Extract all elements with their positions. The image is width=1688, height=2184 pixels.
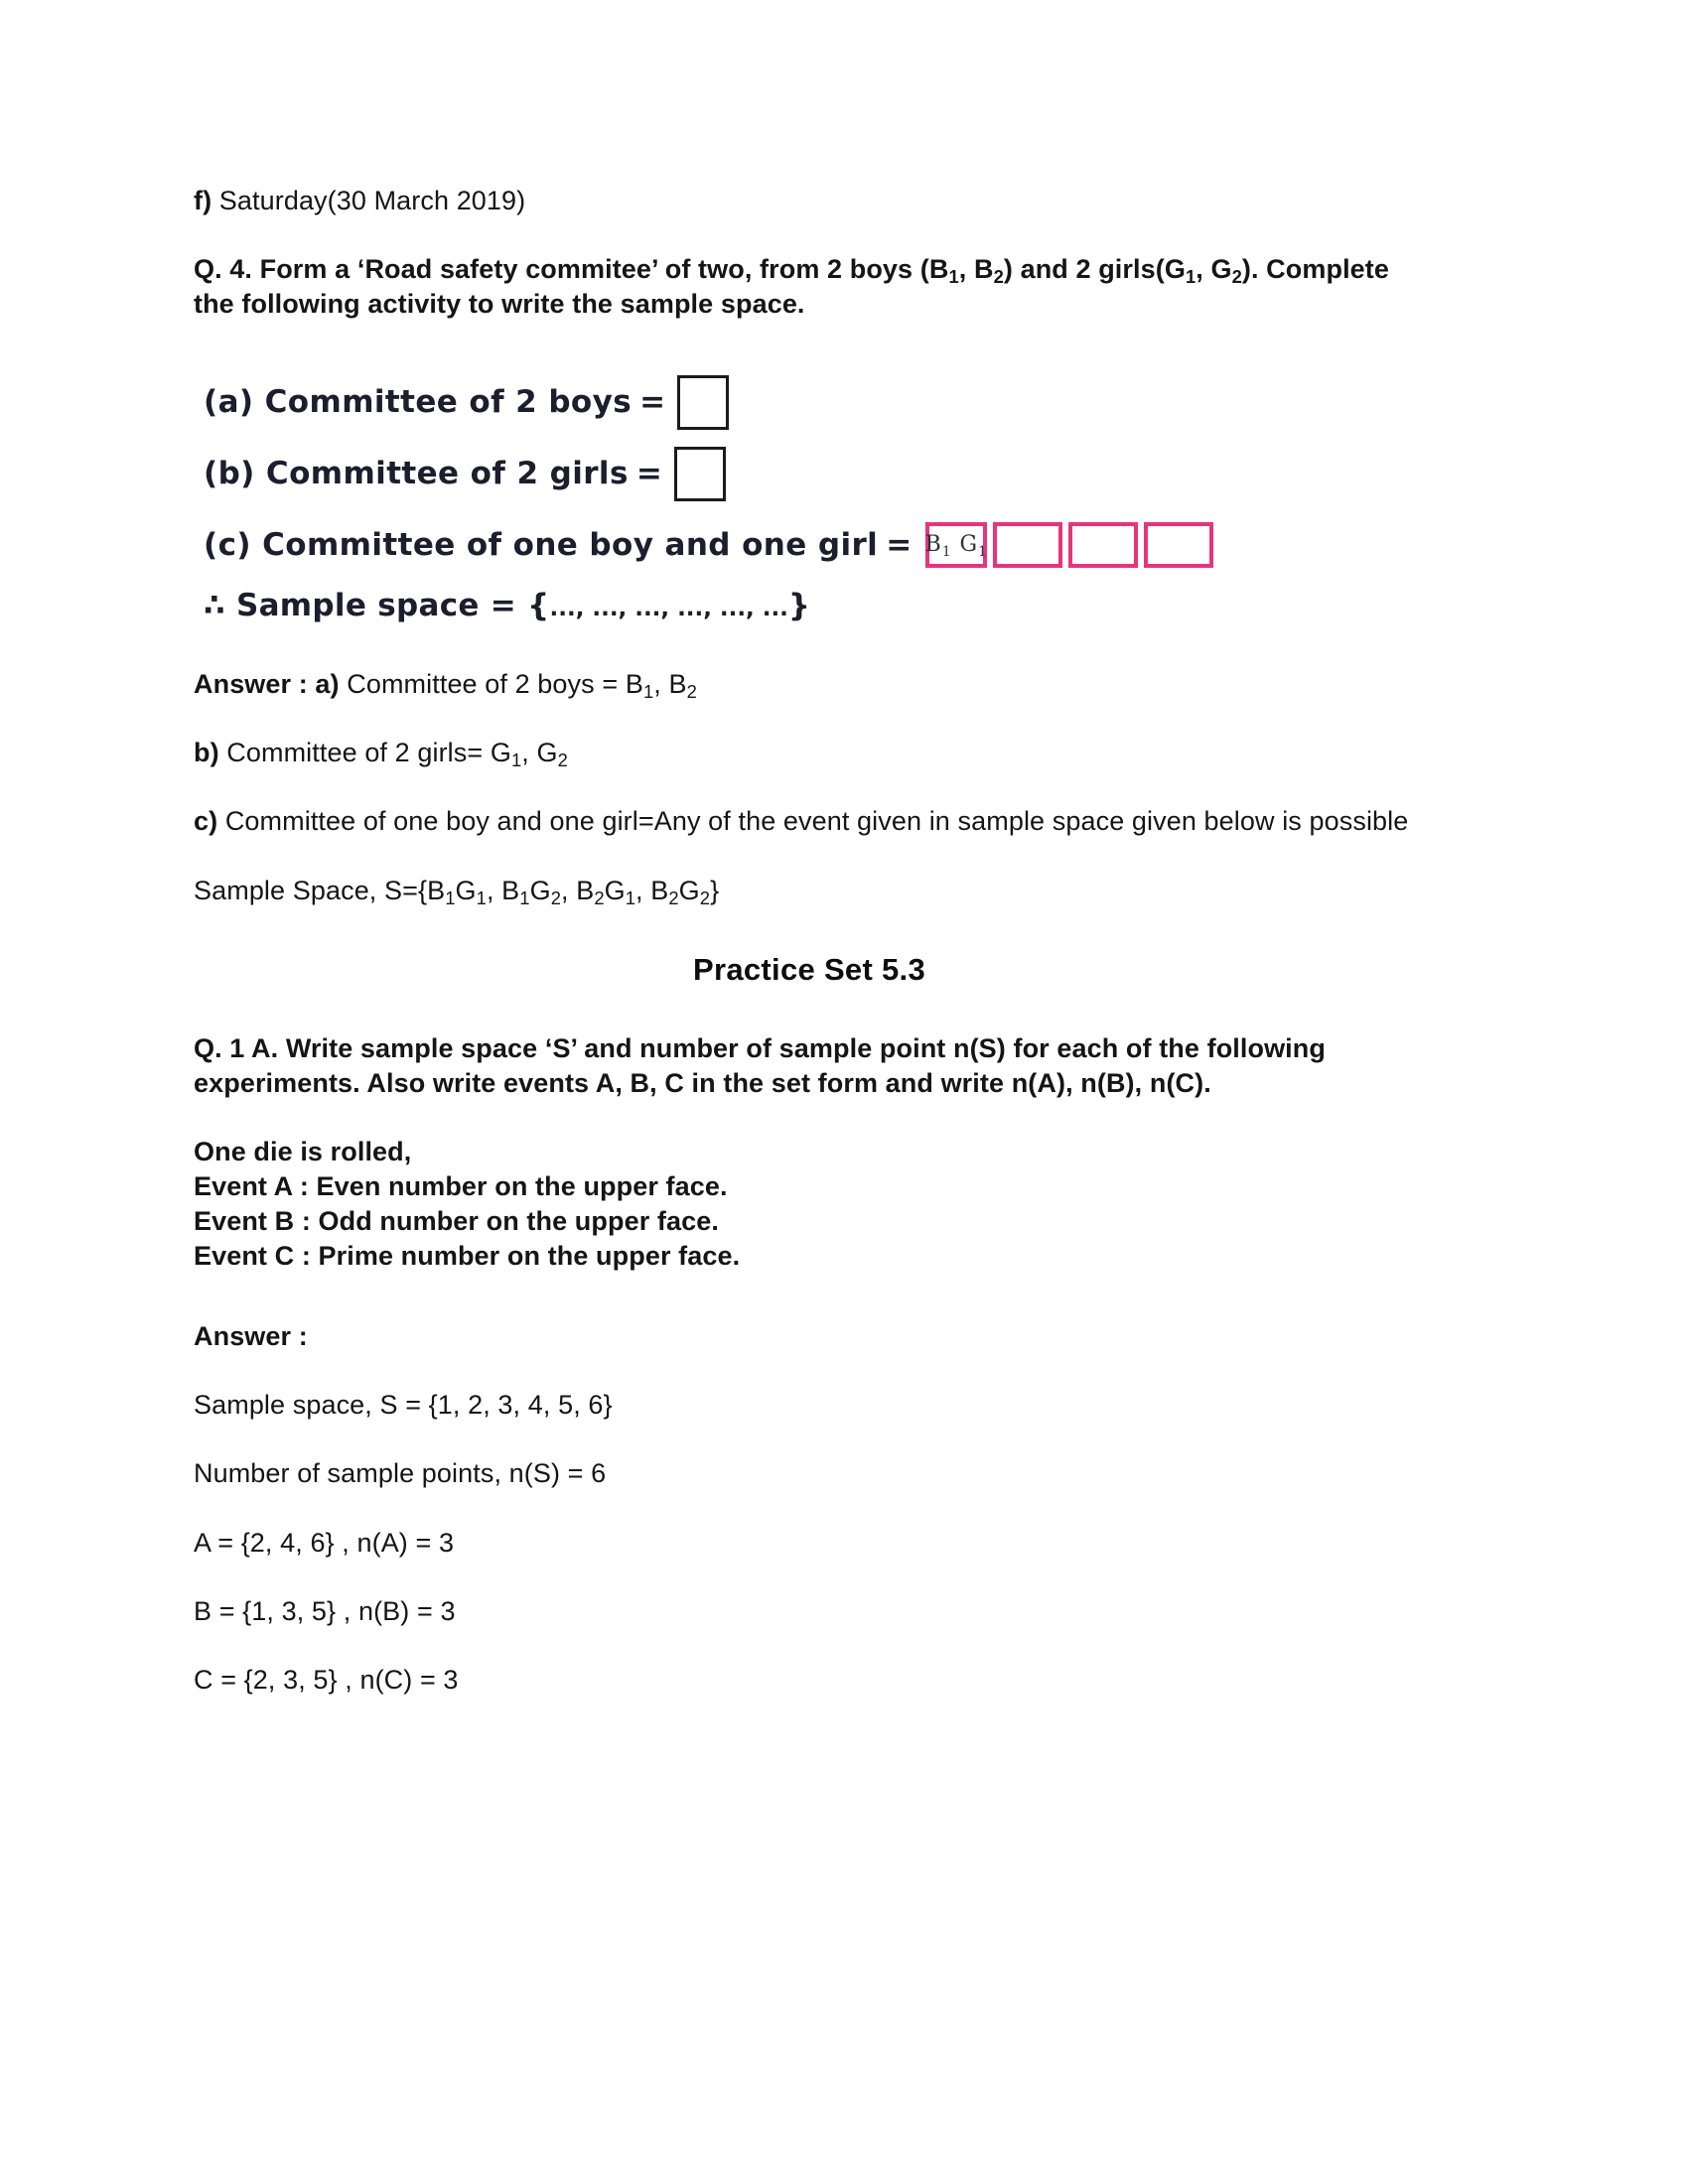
- activity-row-a: [204, 373, 1425, 431]
- answer-f-text: Saturday(30 March 2019): [211, 186, 526, 215]
- ss-t6: , B: [635, 875, 669, 905]
- activity-sample-space-line: [204, 588, 1425, 623]
- answer-q4-c-label: c): [194, 806, 218, 837]
- ss-sub-8: 2: [699, 887, 711, 908]
- activity-label-c: (c) Committee of one boy and one girl: [204, 527, 879, 564]
- answer-q4-sample-space: [194, 874, 1425, 908]
- pink-answer-box-3[interactable]: [1068, 522, 1138, 568]
- activity-row-b: [204, 445, 1425, 502]
- pink-box-1-value: $B_1$ $G_1$: [924, 532, 988, 561]
- activity-row-c: [204, 516, 1425, 574]
- answer-q4-b: [194, 736, 1425, 770]
- answer-q4-a: [194, 667, 1425, 702]
- q1a-answer-line-4: C = {2, 3, 5} , n(C) = 3: [194, 1664, 459, 1695]
- pink-answer-box-4[interactable]: [1144, 522, 1213, 568]
- ss-t2: , B: [486, 875, 520, 905]
- q4-part-6: ). Complete the following activity to write the sample space.: [194, 254, 1390, 320]
- ss-t1: G: [455, 875, 477, 905]
- answer-q4-a-text-1: Committee of 2 boys = B: [339, 669, 643, 700]
- activity-block: [204, 373, 1425, 623]
- spacer: [194, 1274, 1425, 1286]
- ss-t5: G: [604, 875, 626, 905]
- sample-space-suffix: }: [787, 588, 811, 624]
- pink-answer-box-1[interactable]: [925, 522, 987, 568]
- answer-f-line: [194, 184, 1425, 218]
- answer-box-b[interactable]: [674, 447, 726, 501]
- document-content: [194, 184, 1425, 1731]
- q1a-answer-line-2: A = {2, 4, 6} , n(A) = 3: [194, 1527, 455, 1558]
- equals-sign-b: =: [635, 456, 662, 492]
- ss-t8: }: [710, 875, 720, 905]
- q4-sub-4: 2: [1231, 265, 1242, 287]
- ss-t7: G: [678, 875, 700, 905]
- answer-q4-c: [194, 804, 1425, 839]
- answer-q4-a-label: Answer : a): [194, 669, 340, 700]
- pink-answer-box-2[interactable]: [993, 522, 1062, 568]
- answer-f-marker: f): [194, 186, 212, 215]
- equals-sign-c: =: [886, 527, 913, 564]
- sample-space-prefix: ∴ Sample space = {: [204, 588, 550, 624]
- pink-box-1-sub-2: 1: [978, 544, 988, 561]
- q4-sub-3: 1: [1185, 265, 1196, 287]
- answer-q4-b-label: b): [194, 738, 219, 768]
- answer-q4-a-sub-2: 2: [686, 681, 697, 703]
- ss-sub-6: 1: [625, 887, 636, 908]
- answer-label-q1a: Answer :: [194, 1321, 308, 1352]
- ss-t4: , B: [561, 875, 595, 905]
- pink-box-1-sub-1: 1: [941, 544, 952, 561]
- ss-sub-4: 2: [550, 887, 561, 908]
- activity-label-b: (b) Committee of 2 girls: [204, 456, 629, 492]
- experiment-block: [194, 1135, 1425, 1274]
- answer-q4-a-sub-1: 1: [642, 681, 654, 703]
- equals-sign-a: =: [639, 384, 666, 421]
- q4-sub-1: 1: [948, 265, 959, 287]
- ss-t3: G: [529, 875, 551, 905]
- q1a-answer-line-3: B = {1, 3, 5} , n(B) = 3: [194, 1595, 456, 1626]
- ss-sub-3: 1: [519, 887, 530, 908]
- q4-part-1: Q. 4. Form a ‘Road safety commitee’ of two, from 2 boys (B: [194, 254, 949, 285]
- ss-sub-7: 2: [668, 887, 679, 908]
- q4-part-2: , B: [958, 254, 994, 285]
- q1a-answer-line-0: Sample space, S = {1, 2, 3, 4, 5, 6}: [194, 1390, 613, 1421]
- question-4-text: [194, 252, 1425, 322]
- ss-sub-5: 2: [594, 887, 605, 908]
- answer-q4-a-text-2: , B: [653, 669, 687, 700]
- question-1a-text: Q. 1 A. Write sample space ‘S’ and number of sample point n(S) for each of the following experiments. Also write events A, B, C in the set form and write n(A), n(B), n(C).: [194, 1032, 1326, 1098]
- q4-part-4: ,: [1196, 254, 1203, 285]
- q4-part-3: ) and 2 girls(G: [1003, 254, 1186, 285]
- answer-box-a[interactable]: [677, 375, 729, 430]
- q4-sub-2: 2: [993, 265, 1004, 287]
- experiment-line-2: Event B : Odd number on the upper face.: [194, 1206, 719, 1237]
- answer-q4-b-sub-2: 2: [557, 750, 568, 771]
- answer-q4-b-text-1: Committee of 2 girls= G: [218, 738, 511, 768]
- experiment-line-0: One die is rolled,: [194, 1136, 412, 1166]
- answer-q4-b-sub-1: 1: [510, 750, 522, 771]
- sample-space-dots: ..., ..., ..., ..., ..., ...: [549, 596, 788, 622]
- answer-q4-b-text-2: , G: [521, 738, 558, 768]
- ss-prefix: Sample Space, S={B: [194, 875, 446, 905]
- experiment-line-1: Event A : Even number on the upper face.: [194, 1170, 728, 1201]
- experiment-line-3: Event C : Prime number on the upper face.: [194, 1241, 741, 1272]
- activity-label-a: (a) Committee of 2 boys: [204, 384, 633, 421]
- ss-sub-1: 1: [445, 887, 456, 908]
- practice-set-heading: Practice Set 5.3: [693, 951, 925, 987]
- answer-q4-c-text: Committee of one boy and one girl=Any of the event given in sample space given below is possible: [217, 806, 1409, 837]
- ss-sub-2: 1: [476, 887, 487, 908]
- q1a-answer-line-1: Number of sample points, n(S) = 6: [194, 1458, 607, 1489]
- q4-part-5: G: [1210, 254, 1232, 285]
